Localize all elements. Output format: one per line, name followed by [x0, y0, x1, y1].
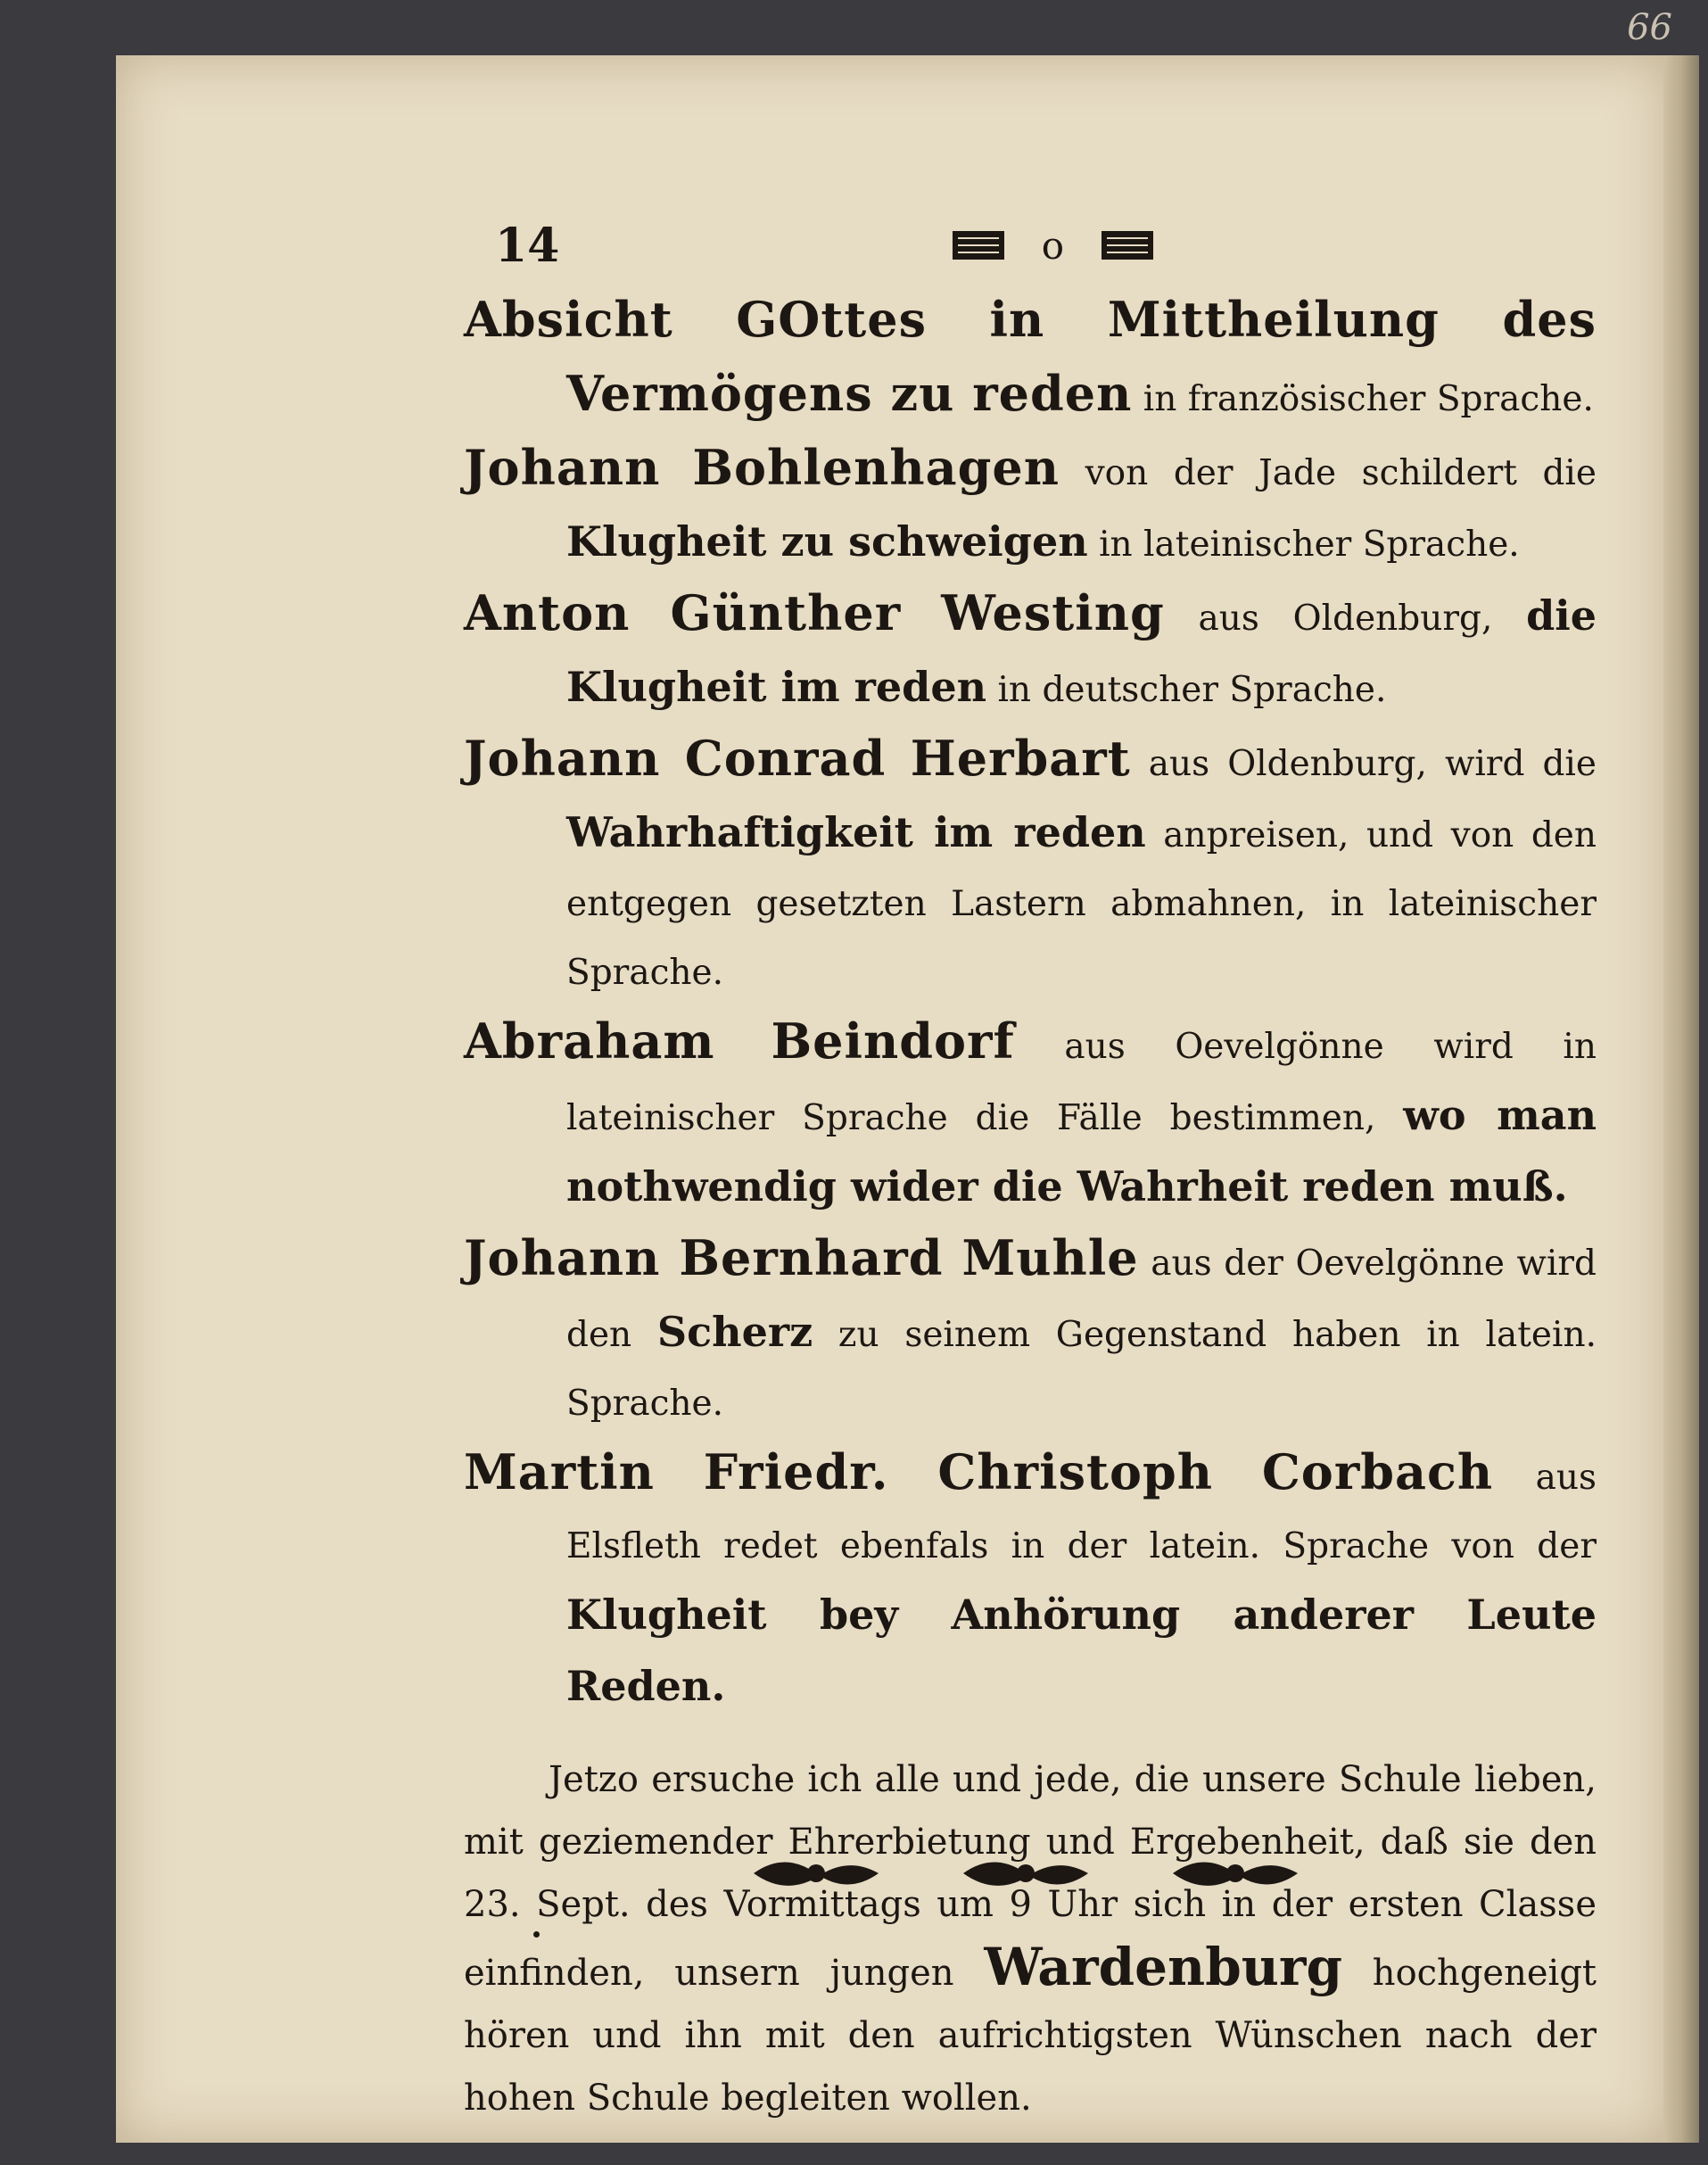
- speaker-name: Johann Conrad Herbart: [464, 730, 1131, 787]
- ornament-left-icon: [951, 227, 1006, 263]
- entry-text: aus der Oevelgönne wird den: [566, 1244, 1597, 1355]
- entry-topic: Absicht GOttes in Mittheilung des Vermögens zu reden: [464, 291, 1597, 422]
- closing-paragraph: [464, 1748, 1597, 2129]
- page-edge: [1663, 55, 1699, 2143]
- entry-1: [464, 434, 1597, 579]
- fleuron-icon: [749, 1847, 883, 1900]
- speaker-name: Johann Bohlenhagen: [464, 439, 1060, 496]
- entry-text: aus Elsfleth redet ebenfals in der latein. Sprache von der: [566, 1458, 1597, 1566]
- ornament-right-icon: [1100, 227, 1155, 263]
- entry-6: [464, 1438, 1597, 1723]
- entry-topic: wo man nothwendig wider die Wahrheit reden muß.: [566, 1091, 1597, 1211]
- header-ornament: [951, 224, 1155, 268]
- entry-text: aus Oldenburg,: [1164, 599, 1527, 639]
- corner-mark: 66: [1627, 7, 1672, 48]
- entry-3: [464, 724, 1597, 1007]
- page-number: 14: [495, 218, 560, 273]
- entry-text: anpreisen, und von den entgegen gesetzten Lastern abmahnen, in lateinischer Sprache.: [566, 815, 1597, 993]
- fleuron-row: [749, 1847, 1302, 1909]
- speaker-name: Johann Bernhard Muhle: [464, 1229, 1139, 1286]
- closing-text: Jetzo ersuche ich alle und jede, die unsere Schule lieben, mit geziemender Ehrerbietung und Ergebenheit, daß sie den 23. Sept. des Vormittags um 9 Uhr sich in der ersten Classe einfinden, unsern jungen: [464, 1759, 1597, 1994]
- page-header: [495, 219, 1155, 272]
- speaker-name: Abraham Beindorf: [464, 1012, 1015, 1070]
- speaker-name: Anton Günther Westing: [464, 584, 1165, 641]
- fleuron-icon: [1168, 1847, 1302, 1900]
- entry-text: aus Oldenburg, wird die: [1130, 744, 1597, 784]
- entry-topic: Scherz: [656, 1308, 813, 1356]
- entry-0: [464, 285, 1597, 434]
- entry-text: in deutscher Sprache.: [986, 670, 1387, 710]
- fleuron-icon: [959, 1847, 1093, 1900]
- ink-dot: [533, 1931, 540, 1938]
- entry-topic: Klugheit bey Anhörung anderer Leute Reden.: [566, 1591, 1597, 1710]
- speaker-name: Martin Friedr. Christoph Corbach: [464, 1443, 1494, 1500]
- entry-text: in lateinischer Sprache.: [1087, 525, 1520, 565]
- entry-topic: die Klugheit im reden: [566, 591, 1597, 711]
- ornament-circle: o: [1041, 223, 1064, 268]
- entry-text: in französischer Sprache.: [1132, 379, 1594, 419]
- entry-topic: Klugheit zu schweigen: [566, 517, 1088, 566]
- entry-5: [464, 1224, 1597, 1438]
- entry-topic: Wahrhaftigkeit im reden: [566, 808, 1146, 856]
- entry-text: zu seinem Gegenstand haben in latein. Sprache.: [566, 1315, 1597, 1424]
- entry-4: [464, 1007, 1597, 1224]
- entry-text: von der Jade schildert die: [1060, 453, 1597, 493]
- closing-text: hochgeneigt hören und ihn mit den aufrichtigsten Wünschen nach der hohen Schule begleiten wollen.: [464, 1953, 1597, 2119]
- entry-text: aus Oevelgönne wird in lateinischer Sprache die Fälle bestimmen,: [566, 1027, 1597, 1138]
- closing-name: Wardenburg: [984, 1937, 1343, 1997]
- entry-2: [464, 579, 1597, 724]
